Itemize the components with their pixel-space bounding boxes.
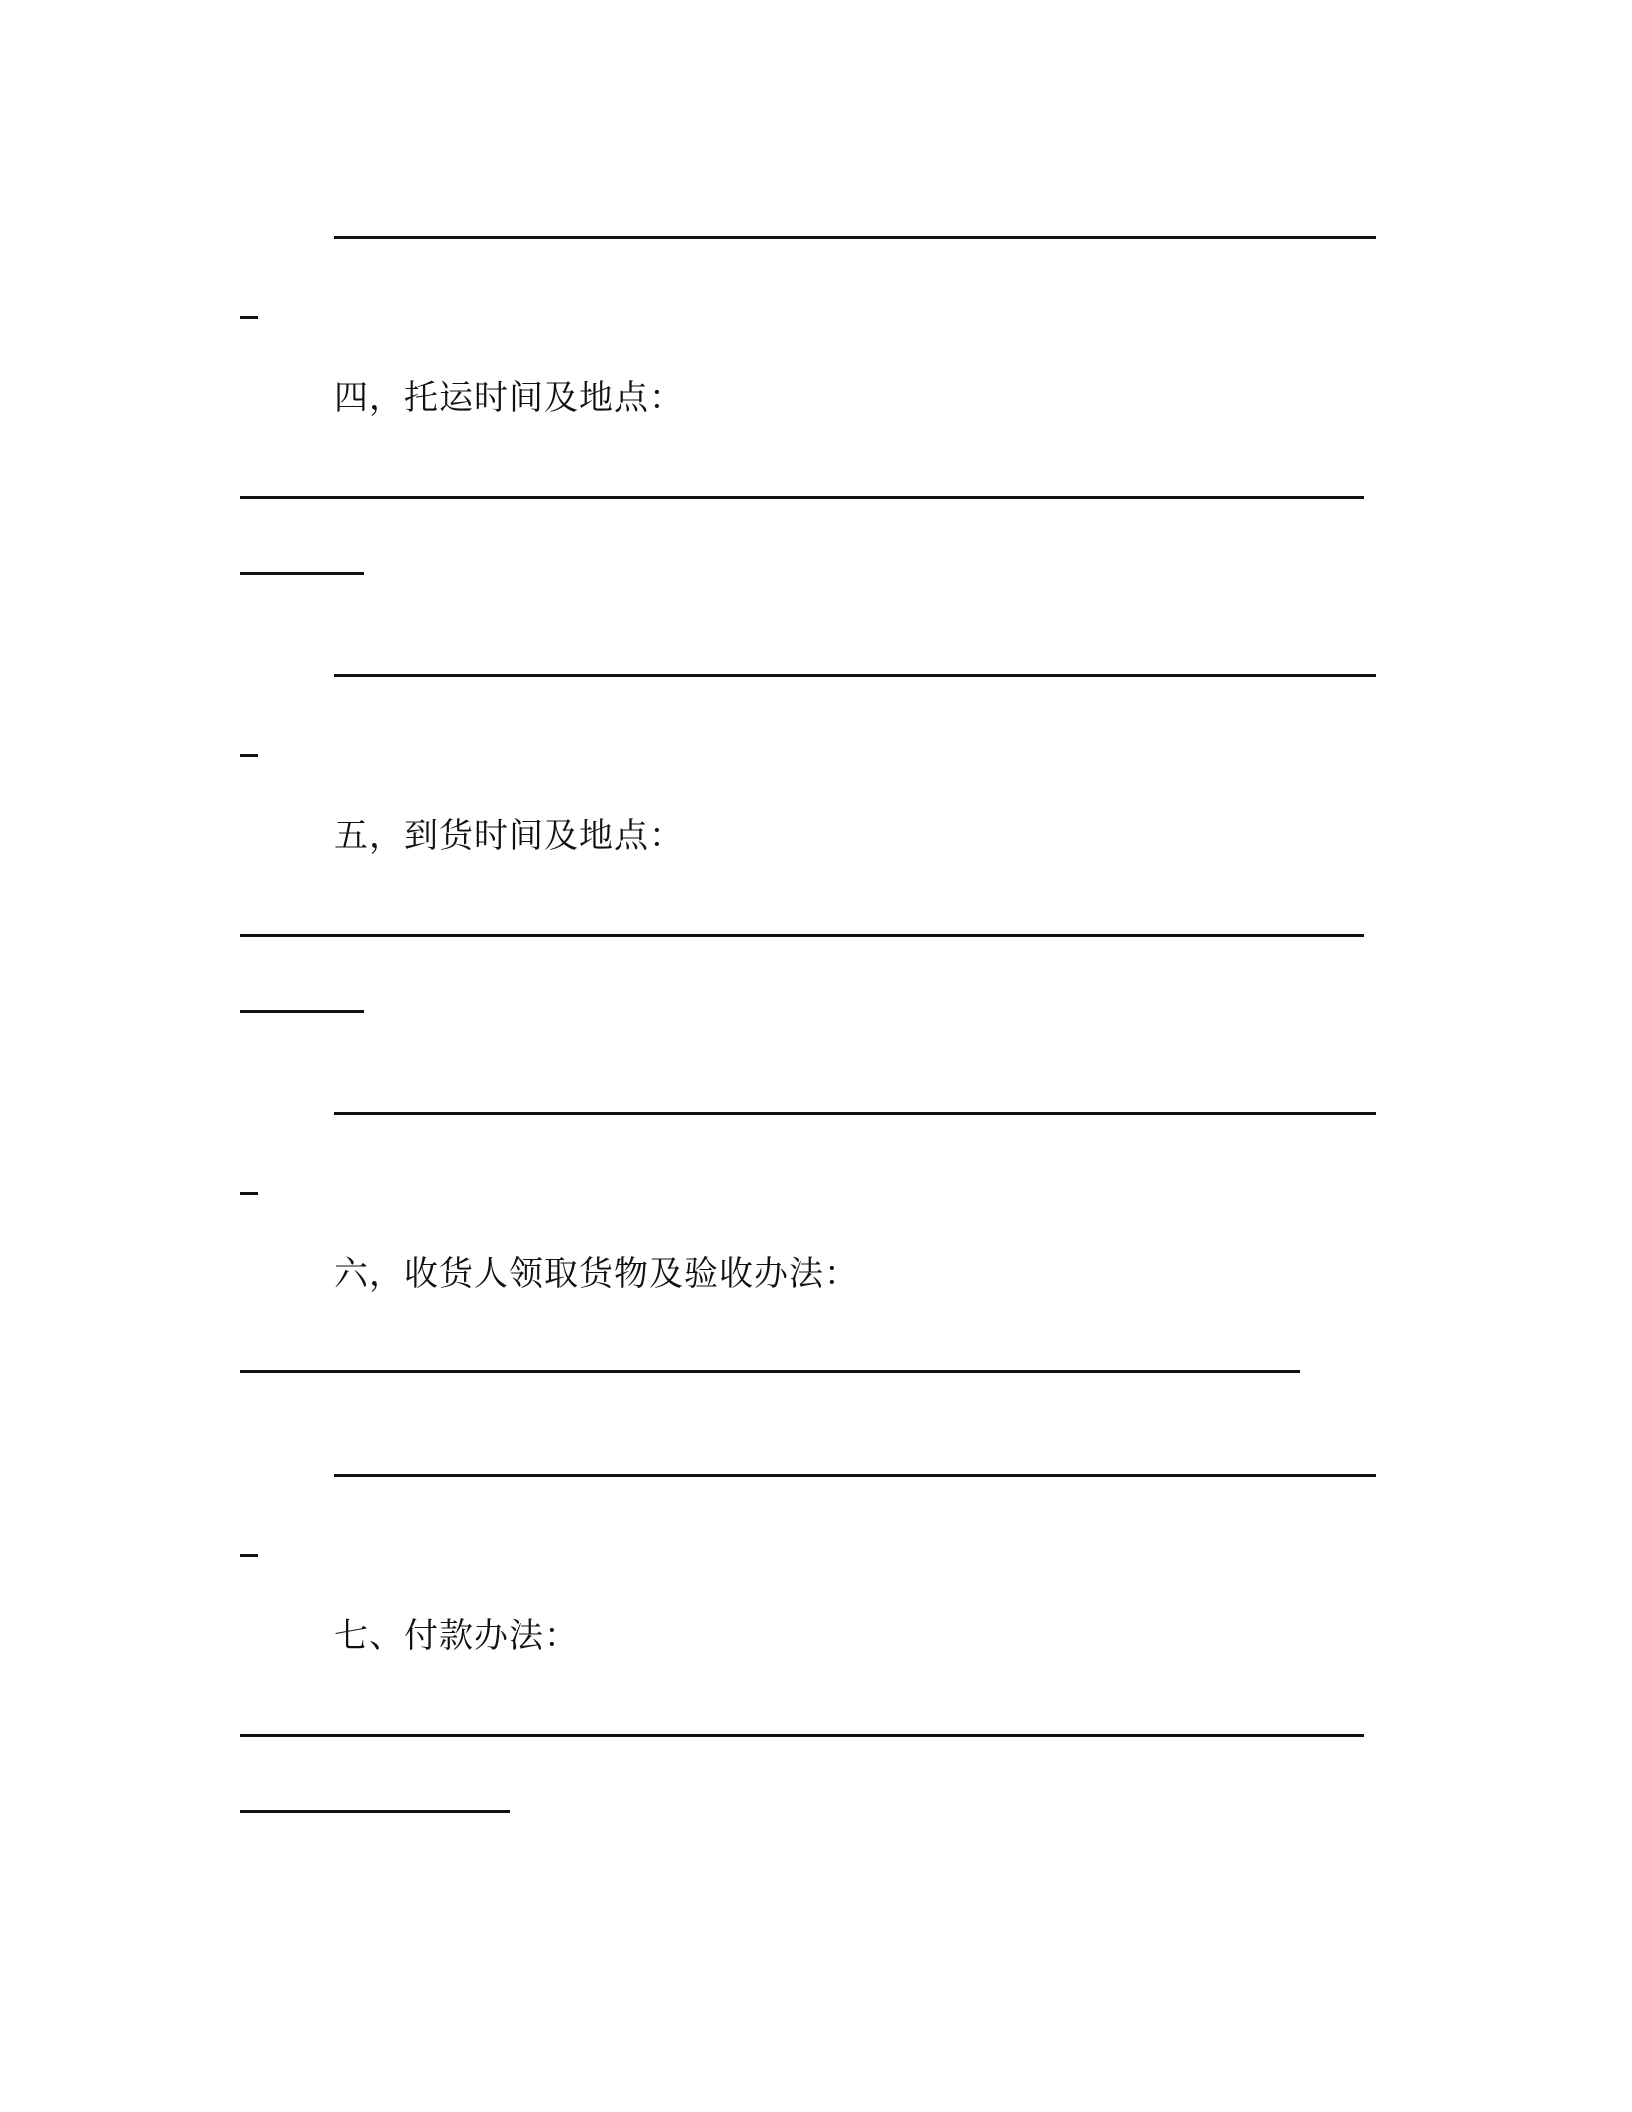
blank-line: [334, 674, 1376, 677]
section-heading-7: 七、付款办法：: [334, 1616, 579, 1656]
blank-line: [240, 1554, 258, 1557]
blank-line: [240, 1010, 364, 1013]
blank-line: [240, 1370, 1300, 1373]
blank-line: [240, 496, 1364, 499]
blank-line: [334, 1474, 1376, 1477]
blank-line: [334, 236, 1376, 239]
blank-line: [240, 1810, 510, 1813]
blank-line: [240, 572, 364, 575]
section-heading-6: 六，收货人领取货物及验收办法：: [334, 1254, 859, 1294]
blank-line: [240, 934, 1364, 937]
blank-line: [240, 1734, 1364, 1737]
blank-line: [240, 754, 258, 757]
section-heading-5: 五，到货时间及地点：: [334, 816, 684, 856]
blank-line: [240, 316, 258, 319]
section-heading-4: 四，托运时间及地点：: [334, 378, 684, 418]
blank-line: [240, 1192, 258, 1195]
blank-line: [334, 1112, 1376, 1115]
